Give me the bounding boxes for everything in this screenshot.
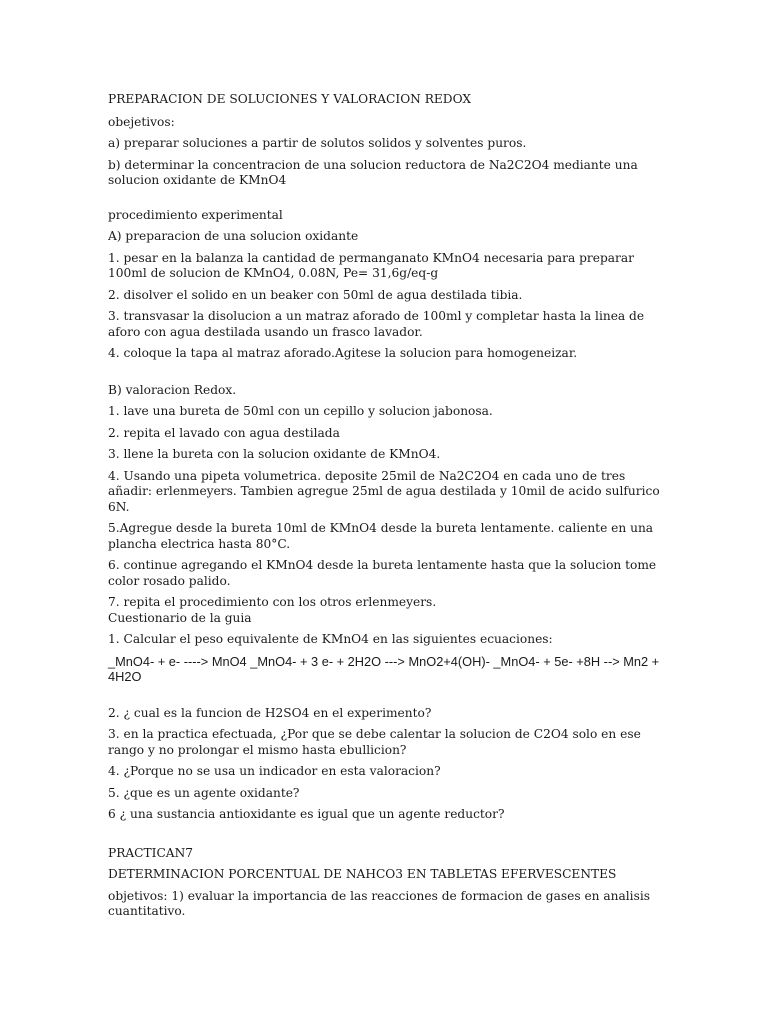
section-b-step: 2. repita el lavado con agua destilada: [108, 425, 340, 440]
section-a-step: 3. transvasar la disolucion a un matraz aforado de 100ml y completar hasta la linea de aforo con agua destilada usando un frasco lavador.: [108, 309, 645, 339]
section-b-step: 4. Usando una pipeta volumetrica. deposite 25mil de Na2C2O4 en cada uno de tres añadir: erlenmeyers. Tambien agregue 25ml de agua destilada y 10mil de acido sulfurico 6N.: [108, 468, 660, 514]
objective-b: b) determinar la concentracion de una solucion reductora de Na2C2O4 mediante una solucion oxidante de KMnO4: [108, 157, 638, 187]
section-b-step: 5.Agregue desde la bureta 10ml de KMnO4 desde la bureta lentamente. caliente en una plancha electrica hasta 80°C.: [108, 521, 654, 551]
section-a-title: A) preparacion de una solucion oxidante: [108, 229, 359, 243]
objectives-label: obejetivos:: [108, 114, 175, 129]
document-page: [108, 92, 668, 920]
equations: _MnO4- + e- ----> MnO4 _MnO4- + 3 e- + 2H2O ---> MnO2+4(OH)- _MnO4- + 5e- +8H --> Mn2 + 4H2O: [108, 653, 660, 684]
section-a-step: 2. disolver el solido en un beaker con 50ml de agua destilada tibia.: [108, 287, 523, 302]
section-b-title: B) valoracion Redox.: [108, 382, 237, 397]
question: 4. ¿Porque no se usa un indicador en esta valoracion?: [108, 764, 441, 778]
section-b-step: 3. llene la bureta con la solucion oxidante de KMnO4.: [108, 447, 441, 461]
practice-objective: objetivos: 1) evaluar la importancia de las reacciones de formacion de gases en analisis cuantitativo.: [108, 888, 650, 918]
question: 5. ¿que es un agente oxidante?: [108, 785, 300, 800]
practice-title: DETERMINACION PORCENTUAL DE NAHCO3 EN TABLETAS EFERVESCENTES: [108, 867, 617, 881]
practice-label: PRACTICAN7: [108, 845, 193, 860]
document-title: PREPARACION DE SOLUCIONES Y VALORACION REDOX: [108, 92, 472, 106]
section-b-step: 6. continue agregando el KMnO4 desde la bureta lentamente hasta que la solucion tome color rosado palido.: [108, 558, 657, 588]
section-a-step: 1. pesar en la balanza la cantidad de permanganato KMnO4 necesaria para preparar 100ml de solucion de KMnO4, 0.08N, Pe= 31,6g/eq-g: [108, 250, 634, 280]
procedure-title: procedimiento experimental: [108, 207, 283, 222]
section-a-step: 4. coloque la tapa al matraz aforado.Agitese la solucion para homogeneizar.: [108, 346, 578, 360]
questionnaire-title: Cuestionario de la guia: [108, 610, 252, 625]
question: 3. en la practica efectuada, ¿Por que se debe calentar la solucion de C2O4 solo en ese rango y no prolongar el mismo hasta ebullicion?: [108, 727, 641, 757]
section-b-step: 1. lave una bureta de 50ml con un cepillo y solucion jabonosa.: [108, 404, 493, 418]
section-b-step: 7. repita el procedimiento con los otros erlenmeyers.: [108, 595, 437, 609]
question: 6 ¿ una sustancia antioxidante es igual que un agente reductor?: [108, 807, 505, 821]
question: 1. Calcular el peso equivalente de KMnO4 en las siguientes ecuaciones:: [108, 632, 553, 646]
objective-a: a) preparar soluciones a partir de solutos solidos y solventes puros.: [108, 136, 527, 150]
question: 2. ¿ cual es la funcion de H2SO4 en el experimento?: [108, 705, 432, 720]
